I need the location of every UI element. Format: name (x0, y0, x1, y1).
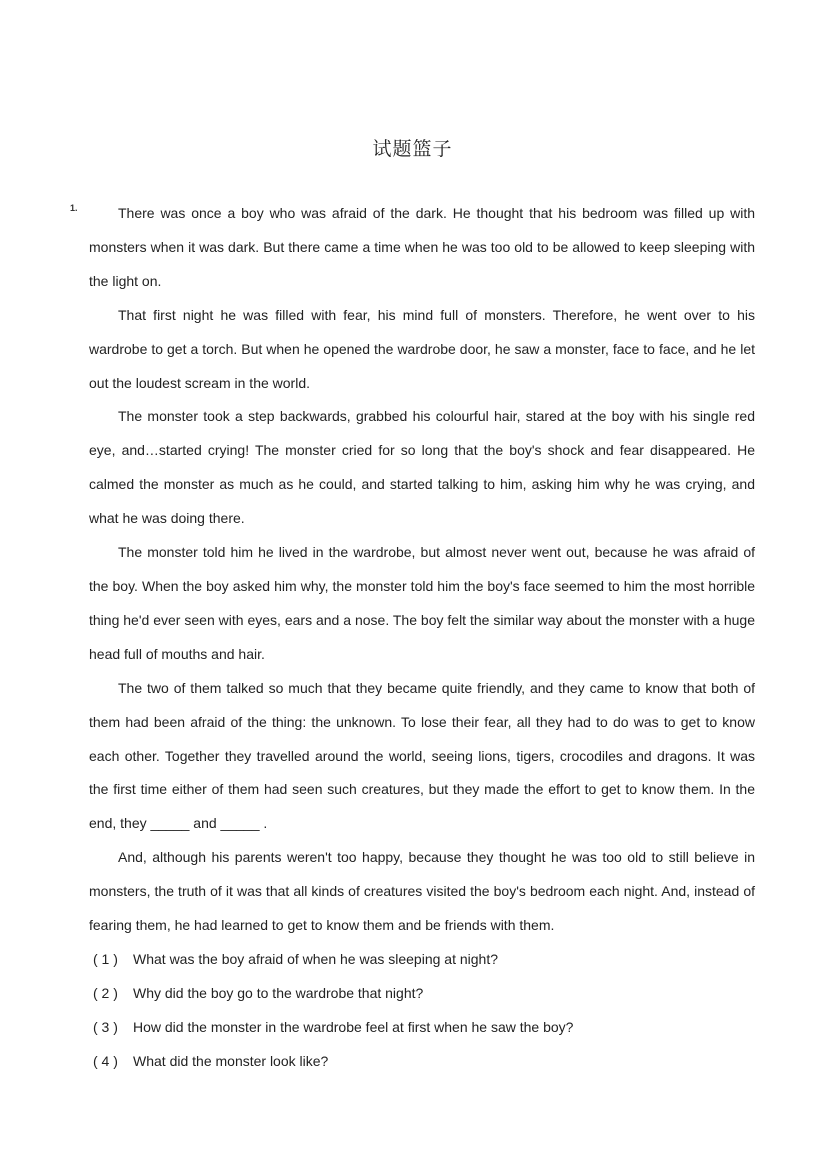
page-title: 试题篮子 (372, 138, 453, 160)
sub-question-4 (89, 1045, 755, 1079)
sub-question-number: ( 1 ) (93, 950, 118, 967)
sub-question-2 (89, 977, 755, 1011)
sub-question-1 (89, 943, 755, 977)
question-body (89, 197, 755, 1079)
passage-paragraph-6: And, although his parents weren't too happy, because they thought he was too old to still believe in monsters, the truth of it was that all kinds of creatures visited the boy's bedroom each night. And, instead of fearing them, he had learned to get to know them and be friends with them. (89, 849, 755, 934)
sub-question-text: What was the boy afraid of when he was sleeping at night? (133, 950, 498, 967)
sub-question-text: Why did the boy go to the wardrobe that night? (133, 984, 424, 1001)
sub-question-text: What did the monster look like? (133, 1052, 329, 1069)
passage-paragraph-4: The monster told him he lived in the wardrobe, but almost never went out, because he was afraid of the boy. When the boy asked him why, the monster told him the boy's face seemed to him the most horrible thing he'd ever seen with eyes, ears and a nose. The boy felt the similar way about the monster with a huge head full of mouths and hair. (89, 544, 755, 662)
passage-paragraph-5: The two of them talked so much that they became quite friendly, and they came to know that both of them had been afraid of the thing: the unknown. To lose their fear, all they had to do was to get to know each other. Together they travelled around the world, seeing lions, tigers, crocodiles and dragons. It was the first time either of them had seen such creatures, but they made the effort to get to know them. In the end, they _____ and _____ . (89, 679, 755, 832)
sub-question-3 (89, 1011, 755, 1045)
sub-question-number: ( 3 ) (93, 1018, 118, 1035)
sub-question-number: ( 4 ) (93, 1052, 118, 1069)
sub-question-number: ( 2 ) (93, 984, 118, 1001)
passage-paragraph-2: That first night he was filled with fear, his mind full of monsters. Therefore, he went over to his wardrobe to get a torch. But when he opened the wardrobe door, he saw a monster, face to face, and he let out the loudest scream in the world. (89, 306, 755, 391)
passage-paragraph-1: There was once a boy who was afraid of the dark. He thought that his bedroom was filled up with monsters when it was dark. But there came a time when he was too old to be allowed to keep sleeping with the light on. (89, 205, 755, 289)
passage-paragraph-3: The monster took a step backwards, grabbed his colourful hair, stared at the boy with his single red eye, and…started crying! The monster cried for so long that the boy's shock and fear disappeared. He calmed the monster as much as he could, and started talking to him, asking him why he was crying, and what he was doing there. (89, 408, 755, 527)
sub-question-text: How did the monster in the wardrobe feel at first when he saw the boy? (133, 1018, 574, 1035)
question-number: 1. (70, 203, 78, 213)
